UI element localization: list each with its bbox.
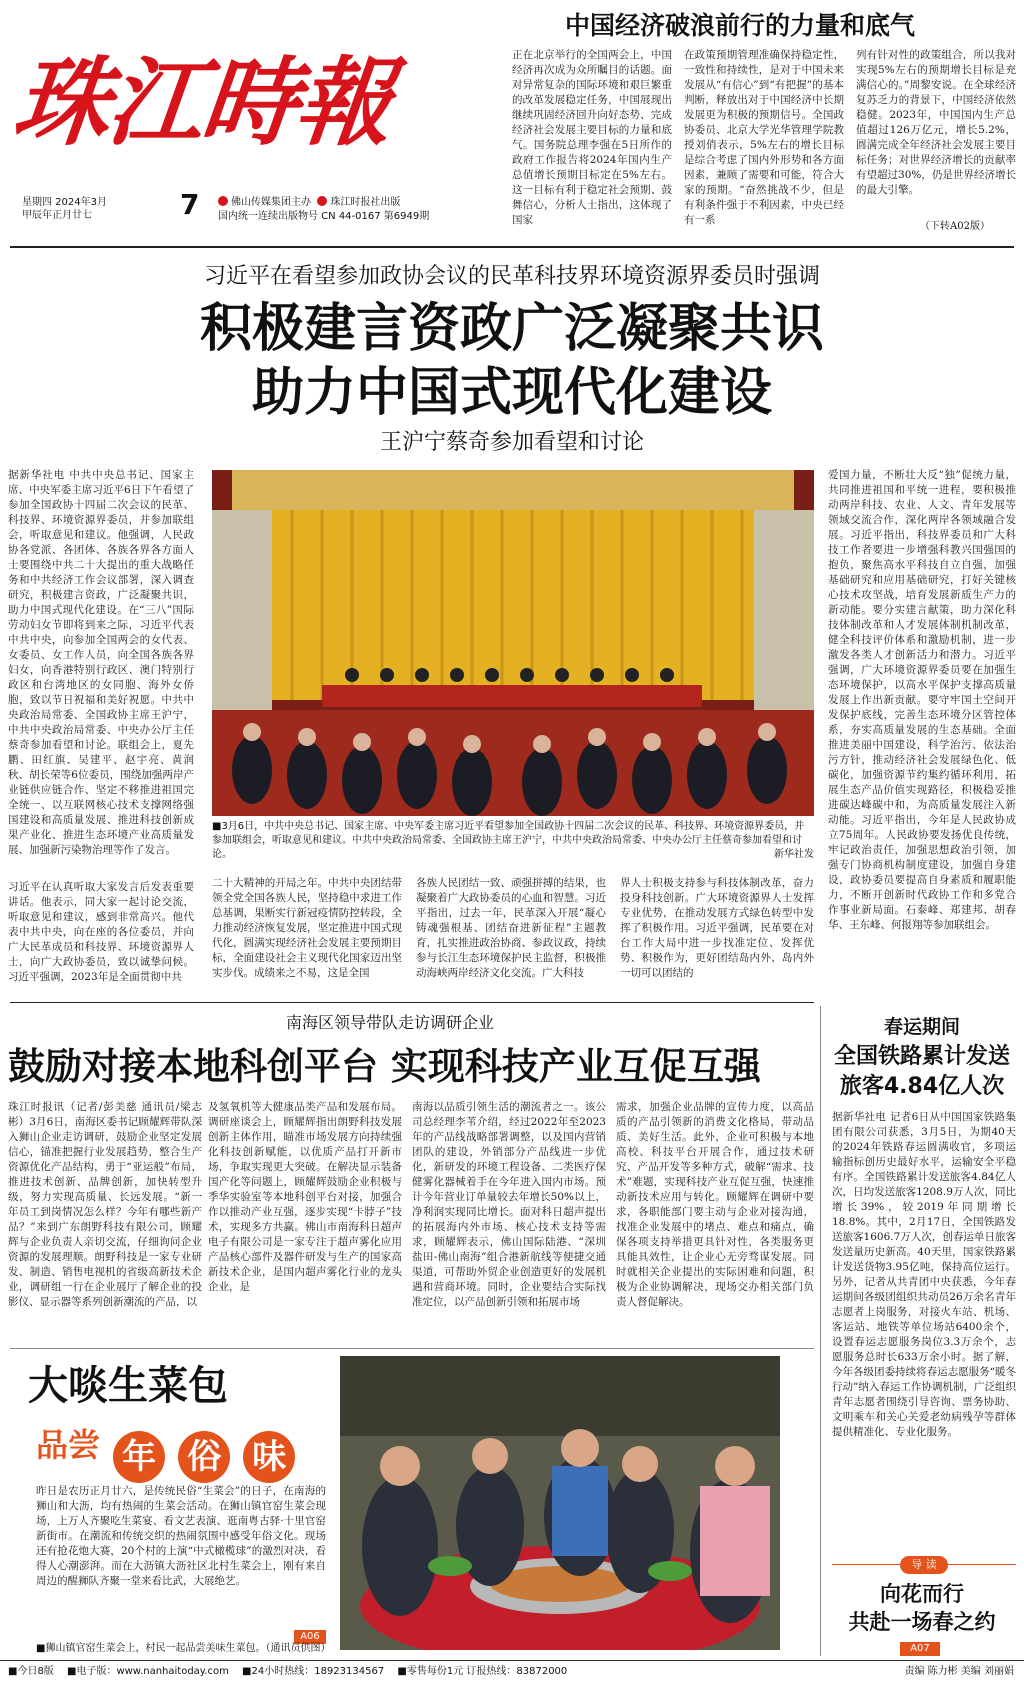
- lead-col-right: 爱国力量，不断壮大反“独”促统力量，共同推进祖国和平统一进程，要积极推动两岸科技、农业、人文、青年发展等领域交流合作，深化两岸各领域融合发展。习近平指出，科技界委员和广大科技工作者要进一步增强科教兴国强国的抱负，聚焦高水平科技自立自强，加强基础研究和应用基础研究，打好关键核心技术攻坚战，培育发展新质生产力的新动能。要分实建言献策，助力深化科技体制改革和人才发展体制机制改革，健全科技评价体系和激励机制，进一步激发各类人才创新活力和潜力。习近平强调，广大环境资源界委员要在加强生态环境保护，以高水平保护支撑高质量发展上作出新贡献。要守牢国土空间开发保护底线，完善生态环境分区管控体系，夯实高质量发展的生态基础。全面推进美丽中国建设，科学治污、依法治污方针，推动经济社会发展绿色化、低碳化，加强资源节约集约循环利用，拓展生态产品价值实现路径，积极稳妥推进碳达峰碳中和，为高质量发展注入新动能。习近平指出，今年是人民政协成立75周年。人民政协要发扬优良传统，牢记政治责任，加强思想政治引领，加强专门协商机构制度建设，加强自身建设，政协委员要提高自身素质和履职能力，不断开创新时代政协工作和多党合作事业新局面。石泰峰、郑建邦、胡春华、王东峰、何报翔等参加联组会。: [828, 469, 1016, 931]
- section-divider: [10, 1002, 814, 1003]
- feature-title[interactable]: 大啖生菜包: [28, 1363, 228, 1409]
- lead-title-line2[interactable]: 助力中国式现代化建设: [251, 363, 772, 423]
- second-col4: 需求，加强企业品牌的宣传力度，以高品质的产品引领新的消费文化格局，带动品质、美好生活。此外，企业可积极与本地高校、科技平台开展合作，通过技术研究、产品开发等多种方式，破解“需求、技术”难题，实现科技产业互促互强，快速推动新技术应用与转化。顾耀辉在调研中要求，各职能部门要主动与企业对接沟通，找准企业发展中的堵点、难点和痛点，确保各项支持举措更具针对性，各类服务更具能具效性，让企业心无旁骛谋发展。同时就相关企业提出的实际困难和问题，积极为企业协调解决，现场交办相关部门负责人督促解决。: [616, 1101, 814, 1308]
- issue-date: 星期四 2024年3月 甲辰年正月廿七: [22, 197, 107, 221]
- lead-col-left2: 习近平在认真听取大家发言后发表重要讲话。他表示，同大家一起讨论交流，听取意见和建议，感到非常高兴。他代表中共中央，向在座的各位委员，并向广大民革成员和科技界、环境资源界人士，向广大政协委员，致以诚挚问候。习近平强调，2023年是全面贯彻中共: [8, 881, 194, 983]
- guide-title-line1[interactable]: 向花而行: [880, 1582, 964, 1606]
- publisher-info: 佛山传媒集团主办 珠江时报社出版 国内统一连续出版物号 CN 44-0167 第6949期: [218, 197, 430, 222]
- guide-page-ref[interactable]: A07: [900, 1642, 940, 1656]
- footer-website[interactable]: ■电子版：www.nanhaitoday.com: [67, 1666, 229, 1677]
- vertical-divider: [820, 1006, 821, 1656]
- issue-day: 7: [180, 188, 200, 221]
- lead-col-left1: 据新华社电 中共中央总书记、国家主席、中央军委主席习近平6日下午看望了参加全国政协十四届二次会议的民革、科技界、环境资源界委员，并参加联组会，听取意见和建议。他强调，人民政协各党派、各团体、各族各界各方面人士要围绕中共二十大提出的重大战略任务和中共经济工作会议部署，深入调查研究，积极建言资政，广泛凝聚共识，助力中国式现代化建设。在“三八”国际劳动妇女节即将到来之际，习近平代表中共中央，向参加全国两会的女代表、女委员、女工作人员，向全国各族各界妇女，向香港特别行政区、澳门特别行政区和台湾地区的女同胞、海外女侨胞，致以节日祝福和美好祝愿。中共中央政治局常委、全国政协主席王沪宁，中共中央政治局常委、中央办公厅主任蔡奇参加看望和讨论。联组会上，夏先鹏、田红旗、吴建平、赵宇亮、黄润秋、胡长荣等6位委员，围绕加强两岸产业链供应链合作、坚定不移推进祖国完全统一、以互联网核心技术支撑网络强国建设和高质量发展、推进科技创新成果产业化、推进生态环境产业高质量发展、加强新污染物治理等作了发言。: [8, 469, 194, 856]
- top-story-title[interactable]: 中国经济破浪前行的力量和底气: [565, 11, 916, 40]
- feature-badges: [36, 1420, 303, 1480]
- lead-subtitle: 王沪宁蔡奇参加看望和讨论: [379, 430, 644, 455]
- lead-photo-caption: ■3月6日，中共中央总书记、国家主席、中央军委主席习近平看望参加全国政协十四届二次会议的民革、科技界、环境资源界委员，并参加联组会，听取意见和建议。中共中央政治局常委、全国政协主席王沪宁，中共中央政治局常委、中央办公厅主任蔡奇参加看望和讨论。 新华社发: [212, 821, 814, 860]
- right-title-line1[interactable]: 全国铁路累计发送: [833, 1044, 1010, 1069]
- footer-price: ■零售每份1元 订报热线：83872000: [397, 1666, 568, 1677]
- right-kicker: 春运期间: [883, 1016, 960, 1038]
- top-story-continued[interactable]: （下转A02版）: [920, 221, 990, 232]
- guide-label: 导 读: [900, 1556, 948, 1574]
- footer-bar: [0, 1660, 1024, 1681]
- lead-col-mid2: 各族人民团结一致、顽强拼搏的结果，也凝聚着广大政协委员的心血和智慧。习近平指出，过去一年，民革深入开展“凝心铸魂强根基、团结奋进新征程”主题教育，扎实推进政治协商、参政议政，持续参与长江生态环境保护民主监督，积极推动海峡两岸经济文化交流。广大科技: [416, 877, 606, 979]
- feature-page-ref[interactable]: A06: [294, 1630, 326, 1644]
- top-story-col2: 在政策预期管理准确保持稳定性，一致性和持续性，是对于中国未来发展从“有信心”到“有把握”的基本判断，释放出对于中国经济中长期发展更为积极的预期信号。全国政协委员、北京大学光华管理学院教授刘俏表示，5%左右的增长目标是综合考虑了国内外形势和各方面因素，兼顾了需要和可能，符合大家的预期。“奋然挑战不少，但是有利条件强于不利因素，中央已经有一系: [684, 49, 844, 226]
- lead-col-mid1: 二十大精神的开局之年。中共中央团结带领全党全国各族人民，坚持稳中求进工作总基调，果断实行新冠疫情防控转段，全力推动经济恢复发展，坚定推进中国式现代化，圆满实现经济社会发展主要预期目标，全面建设社会主义现代化国家迈出坚实步伐。成绩来之不易，这是全国: [212, 877, 402, 979]
- lead-photo-meeting: [212, 470, 814, 816]
- lead-title-line1[interactable]: 积极建言资政广泛凝聚共识: [199, 299, 824, 359]
- second-col1: 珠江时报讯（记者/彭美慈 通讯员/梁志彬）3月6日，南海区委书记顾耀辉带队深入狮山企业走访调研，鼓励企业坚定发展信心，锚准把握行业发展趋势，整合生产资源优化产品结构，勇于“亚运般”布局，推进技术创新、品牌创新，加快转型升级，努力实现高质量、长远发展。“新一年员工到岗情况怎么样？今年有哪些新产品？”来到广东朗野科技有限公司，顾耀辉与企业负责人亲切交流，仔细询问企业资源的发展理顺。朗野科技是一家专业研发、制造、销售电视机的省级高新技术企业，调研组一行在企业展厅了解企业的投影仪、显示器等系列创新潮流的产品，以: [8, 1101, 202, 1308]
- second-kicker: 南海区领导带队走访调研企业: [286, 1013, 495, 1032]
- publisher2-logo-icon: [317, 196, 327, 206]
- feature-photo-banquet: [340, 1356, 780, 1650]
- second-title[interactable]: 鼓励对接本地科创平台 实现科技产业互促互强: [8, 1045, 761, 1088]
- second-col2: 及氢氧机等大健康品类产品和发展布局。调研座谈会上，顾耀辉指出朗野科技发展创新主体作用，瞄准市场发展方向持续强化科技创新赋能，以优质产品打开新市场，争取实现更大突破。在解决显示装备国产化等问题上，顾耀辉鼓励企业积极与季华实验室等本地科创平台对接，加强合作以推动产业互强，逐步实现“卡脖子”技术，实现多方共赢。佛山市南海科日超声电子有限公司是一家专注于超声雾化应用产品核心部件及器件研发与生产的国家高新技术企业，是国内超声雾化行业的龙头企业，是: [208, 1101, 402, 1293]
- feature-body: 昨日是农历正月廿六，是传统民俗“生菜会”的日子，在南海的狮山和大沥，均有热闹的生菜会活动。在狮山镇官窑生菜会现场，上万人齐聚吃生菜宴、看文艺表演、逛南粤古驿·十里官窑新街市。在潮流和传统交织的热闹氛围中感受年俗文化。现场还有抢花炮大赛，20个村的上演“中式橄榄球”的激烈对决，看得人心潮澎湃。而在大沥镇大沥社区北村生菜会上，刚有来自周边的醒狮队齐聚一堂来看比武，大展绝艺。: [36, 1485, 326, 1587]
- footer-editors: 责编 陈力彬 美编 刘丽娟: [904, 1666, 1014, 1677]
- lead-kicker: 习近平在看望参加政协会议的民革科技界环境资源界委员时强调: [203, 264, 820, 289]
- second-col3: 南海以品质引领生活的潮流者之一。该公司总经理李苇介绍，经过2022年至2023年的产品线战略部署调整，以及国内营销团队的建设，外销部分产品线进一步优化，新研发的环境工程设备、二类医疗保健雾化器械着手在今年进入国内市场。预计今年营业订单量较去年增长50%以上，净利润实现同比增长。面对科日超声提出的拓展海内外市场、核心技术支持等需求，顾耀辉表示，佛山国际陆港、“深圳盐田-佛山南海”组合港新航线等便捷交通渠道，可帮助外贸企业创造更好的发展机遇和营商环境。同时，企业要结合实际找准定位，以产品创新引领和拓展市场: [412, 1101, 606, 1308]
- top-story-col3: 列有针对性的政策组合，所以我对实现5%左右的预期增长目标是充满信心的。”周黎安说。在全球经济复苏乏力的背景下，中国经济依然稳健。2023年，中国国内生产总值超过126万亿元，增长5.2%，圆满完成全年经济社会发展主要目标任务；对世界经济增长的贡献率有望超过30%，仍是世界经济增长的最大引擎。: [856, 49, 1016, 196]
- masthead-divider: [10, 246, 1014, 248]
- lead-col-mid3: 界人士积极支持参与科技体制改革，奋力投身科技创新。广大环境资源界人士发挥专业优势，在推动发展方式绿色转型中发挥了积极作用。习近平强调，民革要在对台工作大局中进一步找准定位、发挥优势、积极作为，更好团结岛内外、岛内外一切可以团结的: [620, 877, 814, 979]
- feature-badge-1: 年: [113, 1431, 165, 1483]
- feature-caption: ■狮山镇官窑生菜会上，村民一起品尝美味生菜包。（通讯员供图）: [36, 1643, 331, 1654]
- banquet-illustration: [340, 1356, 780, 1650]
- masthead-logo: 珠江時報: [8, 46, 396, 159]
- feature-divider: [10, 1348, 814, 1349]
- guide-title-line2[interactable]: 共赴一场春之约: [848, 1610, 996, 1634]
- top-story-col1: 正在北京举行的全国两会上，中国经济再次成为众所瞩目的话题。面对异常复杂的国际环境和艰巨繁重的改革发展稳定任务，中国展现出继续巩固经济回升向好态势、完成经济社会发展主要目标的力量和底气。国务院总理李强在5日所作的政府工作报告将2024年国内生产总值增长预期目标定在5%左右。这一目标有利于稳定社会预期、鼓舞信心，分析人士指出，这体现了国家: [512, 49, 672, 226]
- feature-badge-3: 味: [243, 1431, 295, 1483]
- right-title-line2[interactable]: 旅客4.84亿人次: [839, 1074, 1005, 1099]
- feature-badge-prefix: 品尝: [36, 1426, 101, 1464]
- serial-number: 国内统一连续出版物号 CN 44-0167 第6949期: [218, 211, 430, 222]
- right-body: 据新华社电 记者6日从中国国家铁路集团有限公司获悉，3月5日，为期40天的2024年铁路春运圆满收官，多项运输指标创历史最好水平，运输安全平稳有序。全国铁路累计发送旅客4.84亿人次，日均发送旅客1208.9万人次，同比增长39%，较2019年同期增长18.8%。其中，2月17日，全国铁路发送旅客1606.7万人次，创春运单日旅客发送量历史新高。40天里，国家铁路累计发送货物3.95亿吨，保持高位运行。另外，记者从共青团中央获悉，今年春运期间各级团组织共动员26万余名青年志愿者上岗服务，对接火车站、机场、客运站、地铁等单位场站6400余个，设置春运志愿服务岗位3.3万余个，志愿服务总时长633万余小时。据了解，今年各级团委持续将春运志愿服务“暖冬行动”纳入春运工作协调机制，广泛组织青年志愿者围绕引导咨询、票务协助、文明乘车和关心关爱老幼病残孕等群体提供精准化、专业化服务。: [832, 1111, 1016, 1438]
- footer-pages: ■今日8版: [8, 1666, 54, 1677]
- caption-credit: 新华社发: [774, 849, 814, 860]
- feature-badge-2: 俗: [178, 1431, 230, 1483]
- publisher-logo-icon: [218, 196, 228, 206]
- meeting-hall-illustration: [212, 470, 814, 816]
- footer-hotline: ■24小时热线：18923134567: [242, 1666, 385, 1677]
